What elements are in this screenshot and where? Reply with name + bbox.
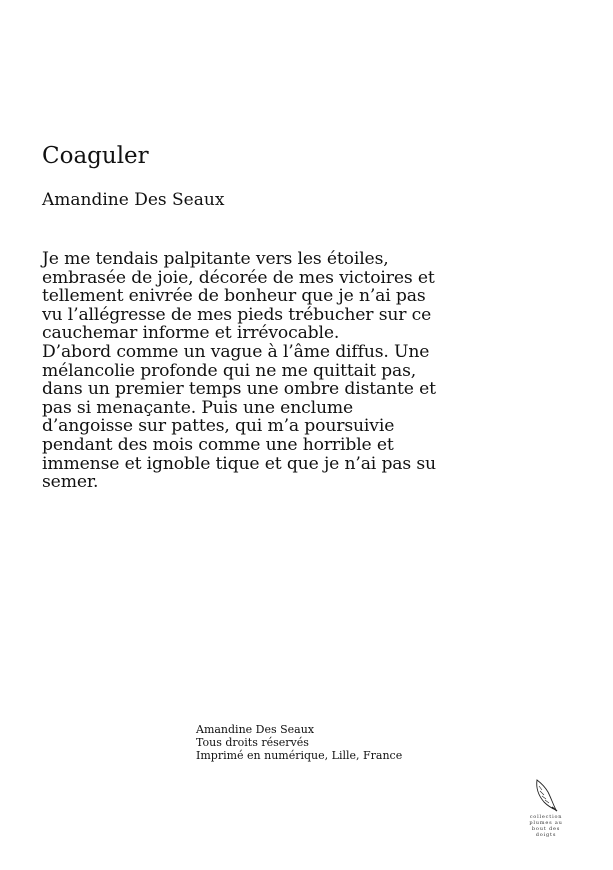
body-line: D’abord comme un vague à l’âme diffus. Une [42,341,430,362]
colophon-printed: Imprimé en numérique, Lille, France [196,749,403,762]
logo-text [522,814,570,838]
body-line: vu l’allégresse de mes pieds trébucher sur ce [42,304,432,325]
logo-line: doigts [535,832,557,838]
body-text [42,250,472,492]
quill-feather-icon [533,778,559,812]
body-line: embrasée de joie, décorée de mes victoires et [42,267,435,288]
colophon-author: Amandine Des Seaux [196,723,315,736]
body-line: cauchemar informe et irrévocable. [42,323,340,344]
body-line: semer. [42,472,99,493]
body-line: mélancolie profonde qui ne me quittait pas, [42,360,417,381]
author-name: Amandine Des Seaux [42,190,225,210]
body-line: pas si menaçante. Puis une enclume [42,397,354,418]
colophon [196,723,402,762]
body-line: pendant des mois comme une horrible et [42,434,394,455]
logo-line: bout des [531,826,561,832]
publisher-logo [522,778,570,838]
book-title: Coaguler [42,143,149,169]
body-line: tellement enivrée de bonheur que je n’ai pas [42,286,426,307]
logo-line: plumes au [529,820,563,826]
colophon-rights: Tous droits réservés [196,736,309,749]
body-line: immense et ignoble tique et que je n’ai pas su [42,453,436,474]
body-line: d’angoisse sur pattes, qui m’a poursuivie [42,416,395,437]
logo-line: collection [529,814,563,820]
body-line: dans un premier temps une ombre distante et [42,379,436,400]
body-line: Je me tendais palpitante vers les étoiles, [42,249,389,269]
